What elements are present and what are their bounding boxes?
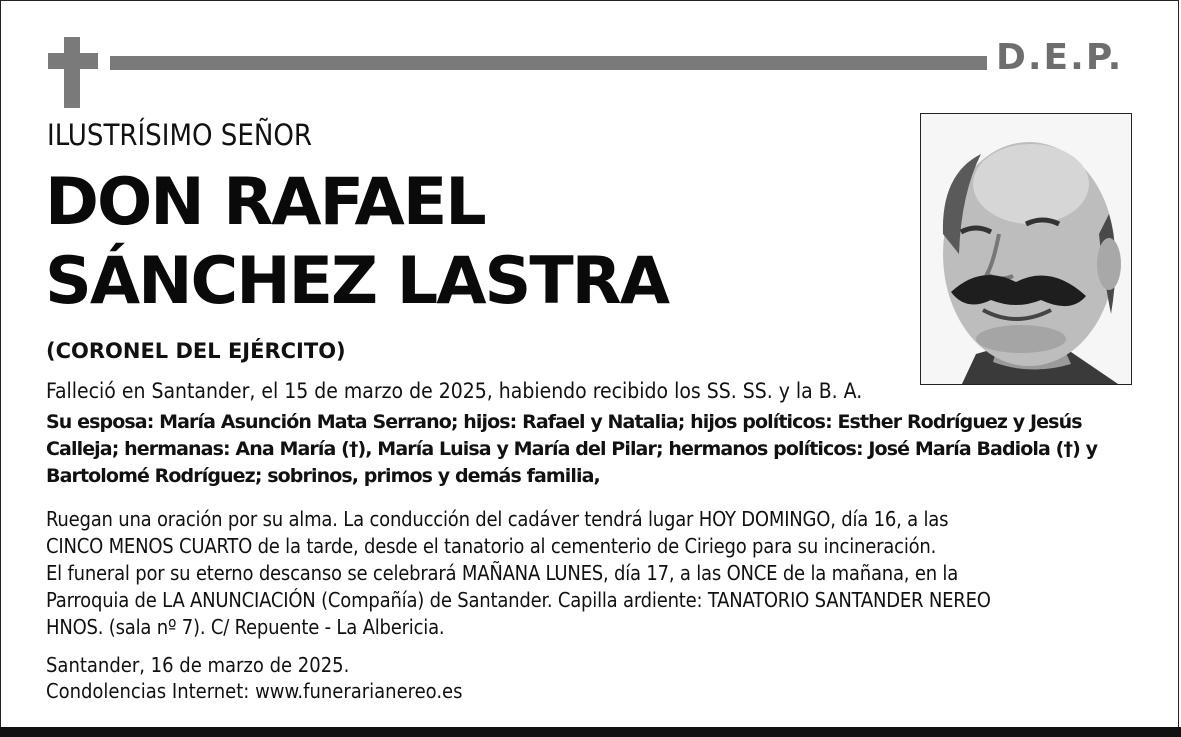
portrait-photo (920, 113, 1132, 385)
header-rule (110, 56, 987, 70)
portrait-illustration (921, 114, 1132, 385)
condolences-line: Condolencias Internet: www.funerarianereo.es (46, 679, 463, 703)
service-paragraph (46, 506, 1146, 641)
service-line: Ruegan una oración por su alma. La conducción del cadáver tendrá lugar HOY DOMINGO, día 16, a las (46, 507, 949, 531)
bottom-border-bar (0, 727, 1181, 737)
service-line: CINCO MENOS CUARTO de la tarde, desde el tanatorio al cementerio de Ciriego para su incineración. (46, 534, 937, 558)
dep-label: D.E.P. (996, 37, 1124, 78)
rank-title: (CORONEL DEL EJÉRCITO) (46, 339, 346, 363)
service-line: El funeral por su eterno descanso se celebrará MAÑANA LUNES, día 17, a las ONCE de la mañana, en la (46, 561, 959, 585)
deceased-name (45, 163, 668, 321)
honorific: ILUSTRÍSIMO SEÑOR (47, 118, 312, 152)
family-line: Calleja; hermanas: Ana María (†), María Luisa y María del Pilar; hermanos políticos: José María Badiola (†) y (46, 438, 1098, 460)
family-paragraph (46, 409, 1096, 490)
death-statement: Falleció en Santander, el 15 de marzo de 2025, habiendo recibido los SS. SS. y la B. A. (46, 379, 863, 403)
family-line: Bartolomé Rodríguez; sobrinos, primos y demás familia, (46, 465, 600, 487)
date-line: Santander, 16 de marzo de 2025. (46, 653, 350, 677)
closing-block (46, 652, 462, 704)
name-line-1: DON RAFAEL (45, 165, 485, 240)
service-line: Parroquia de LA ANUNCIACIÓN (Compañía) de Santander. Capilla ardiente: TANATORIO SANTANDER NEREO (46, 588, 991, 612)
name-line-2: SÁNCHEZ LASTRA (45, 244, 669, 319)
service-line: HNOS. (sala nº 7). C/ Repuente - La Albericia. (46, 615, 445, 639)
family-line: Su esposa: María Asunción Mata Serrano; hijos: Rafael y Natalia; hijos políticos: Esther Rodríguez y Jesús (46, 411, 1082, 433)
